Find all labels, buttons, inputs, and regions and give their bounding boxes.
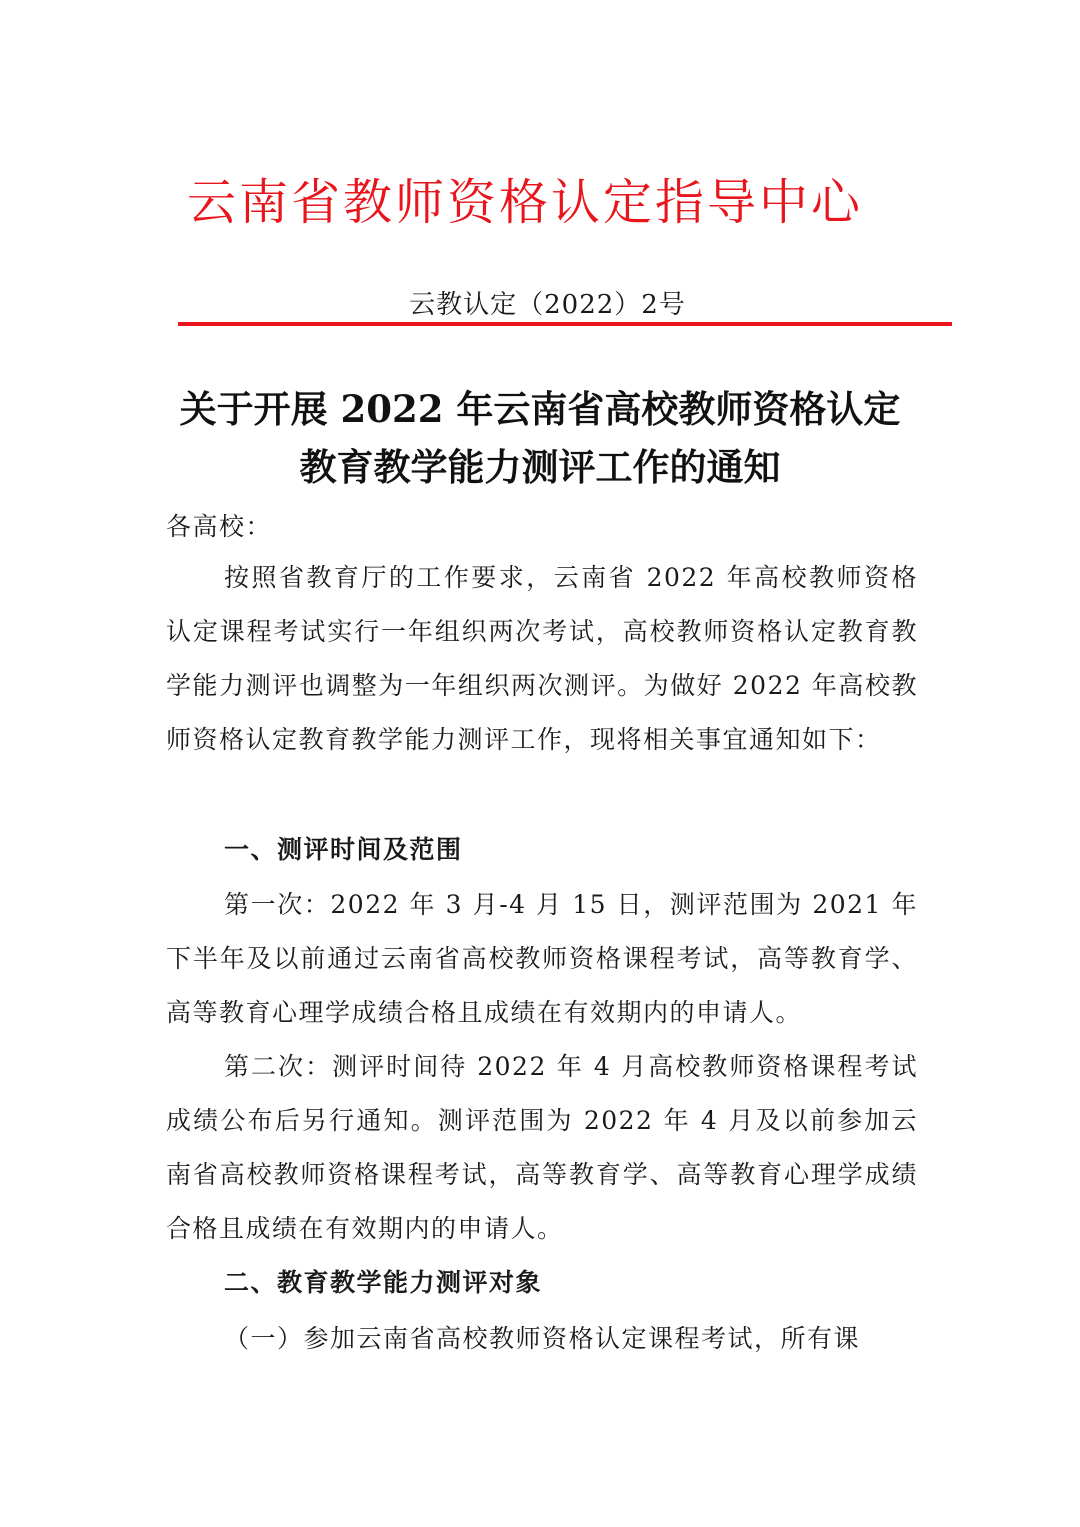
section-1-heading: 一、测评时间及范围 xyxy=(224,835,463,864)
salutation: 各高校： xyxy=(166,512,273,541)
section-1-first-round-paragraph: 第一次：2022 年 3 月-4 月 15 日，测评范围为 2021 年下半年及以前通过云南省高校教师资格课程考试，高等教育学、高等教育心理学成绩合格且成绩在有效期内的申请人。 xyxy=(166,890,918,1027)
section-2-item-1-paragraph: （一）参加云南省高校教师资格认定课程考试，所有课 xyxy=(224,1324,861,1353)
section-1-second-round-paragraph: 第二次：测评时间待 2022 年 4 月高校教师资格课程考试成绩公布后另行通知。测评范围为 2022 年 4 月及以前参加云南省高校教师资格课程考试，高等教育学、高等教育心理学成绩合格且成绩在有效期内的申请人。 xyxy=(166,1052,918,1243)
section-2-heading: 二、教育教学能力测评对象 xyxy=(224,1268,543,1297)
issuing-organization-header: 云南省教师资格认定指导中心 xyxy=(186,174,863,231)
red-divider-line xyxy=(178,322,952,326)
notice-title-line-1: 关于开展 2022 年云南省高校教师资格认定 xyxy=(179,387,901,431)
document-number: 云教认定（2022）2号 xyxy=(409,290,686,320)
notice-title-line-2: 教育教学能力测评工作的通知 xyxy=(299,445,781,489)
notice-title xyxy=(140,380,940,496)
intro-paragraph: 按照省教育厅的工作要求，云南省 2022 年高校教师资格认定课程考试实行一年组织两次考试，高校教师资格认定教育教学能力测评也调整为一年组织两次测评。为做好 2022 年高校教师资格认定教育教学能力测评工作，现将相关事宜通知如下： xyxy=(166,563,918,754)
